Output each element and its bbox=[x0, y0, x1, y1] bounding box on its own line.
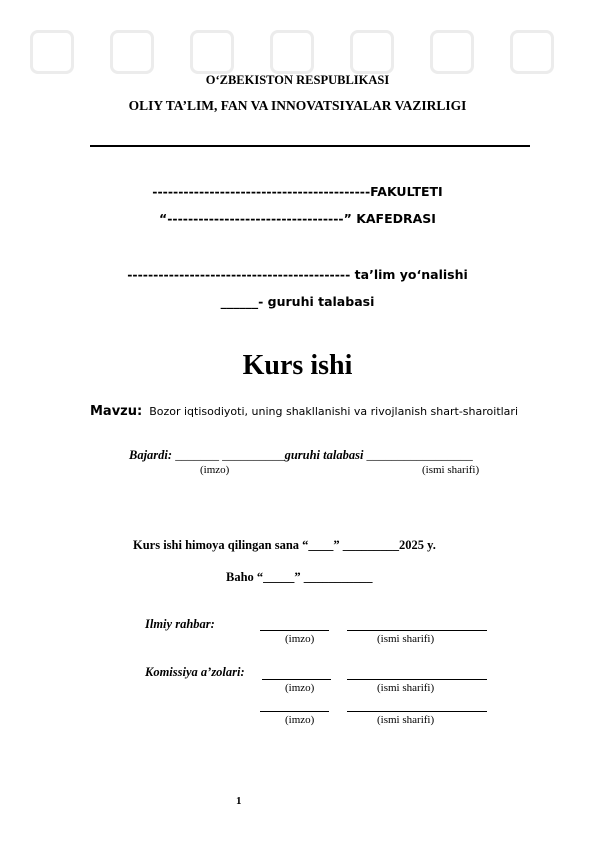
watermark-icon bbox=[510, 30, 554, 74]
student-blank-group: __________ bbox=[222, 448, 285, 462]
header-divider bbox=[90, 145, 530, 147]
grade-line: Baho “_____” ___________ bbox=[226, 570, 373, 584]
watermark-icon bbox=[30, 30, 74, 74]
commission-sign-line-2 bbox=[260, 711, 329, 712]
commission-name-line-2 bbox=[347, 711, 487, 712]
page-number: 1 bbox=[236, 795, 242, 807]
topic-text: Bozor iqtisodiyoti, uning shakllanishi va rivojlanish shart-sharoitlari bbox=[149, 405, 519, 418]
ministry-title: OLIY TA’LIM, FAN VA INNOVATSIYALAR VAZIRLIGI bbox=[128, 98, 467, 113]
commission-label: Komissiya a’zolari: bbox=[145, 665, 245, 679]
watermark-icon bbox=[430, 30, 474, 74]
republic-title: O‘ZBEKISTON RESPUBLIKASI bbox=[205, 73, 390, 87]
commission-sign-caption-2: (imzo) bbox=[285, 714, 315, 726]
commission-sign-caption-1: (imzo) bbox=[285, 682, 315, 694]
commission-name-caption-2: (ismi sharifi) bbox=[377, 714, 435, 726]
topic-label: Mavzu: bbox=[90, 404, 143, 419]
supervisor-sign-caption: (imzo) bbox=[285, 633, 315, 645]
department-line: “----------------------------------” KAFEDRASI bbox=[159, 211, 436, 226]
student-line bbox=[129, 448, 473, 463]
supervisor-sign-line bbox=[260, 630, 329, 631]
watermark-icon bbox=[350, 30, 394, 74]
student-sign-caption: (imzo) bbox=[200, 464, 230, 476]
watermark-icon bbox=[190, 30, 234, 74]
supervisor-name-caption: (ismi sharifi) bbox=[377, 633, 435, 645]
topic-line bbox=[90, 402, 518, 420]
commission-name-caption-1: (ismi sharifi) bbox=[377, 682, 435, 694]
direction-line: ------------------------------------------- ta’lim yo‘nalishi bbox=[127, 267, 468, 282]
commission-name-line-1 bbox=[347, 679, 487, 680]
student-blank-sign: _______ bbox=[175, 448, 219, 462]
supervisor-label: Ilmiy rahbar: bbox=[145, 617, 215, 631]
commission-sign-line-1 bbox=[262, 679, 331, 680]
student-label: Bajardi: bbox=[129, 448, 173, 462]
faculty-line: ------------------------------------------FAKULTETI bbox=[152, 184, 443, 199]
watermark-icon bbox=[270, 30, 314, 74]
group-line: ______- guruhi talabasi bbox=[220, 294, 375, 309]
defense-date-line: Kurs ishi himoya qilingan sana “____” _________2025 y. bbox=[133, 538, 436, 552]
supervisor-name-line bbox=[347, 630, 487, 631]
student-blank-name: _________________ bbox=[366, 448, 473, 462]
watermark-icon bbox=[110, 30, 154, 74]
student-name-caption: (ismi sharifi) bbox=[422, 464, 480, 476]
student-group-label: guruhi talabasi bbox=[284, 448, 364, 462]
document-title: Kurs ishi bbox=[242, 350, 353, 381]
